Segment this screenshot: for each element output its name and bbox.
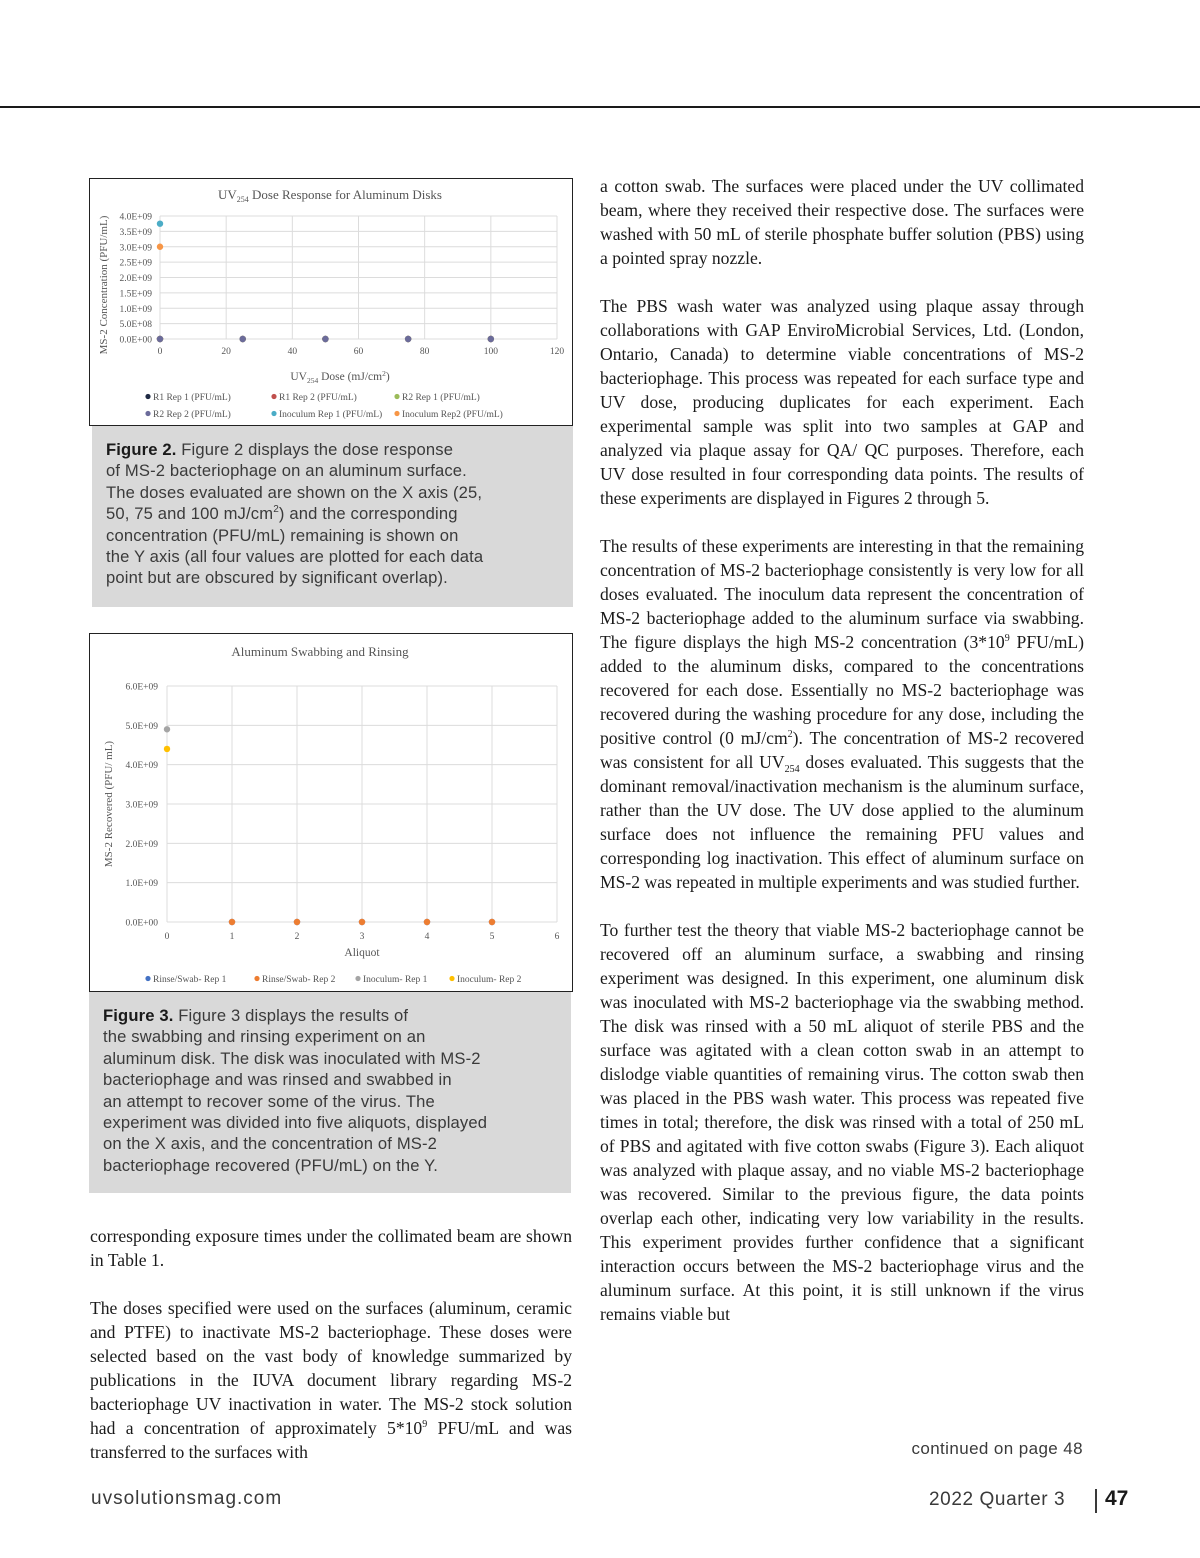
paragraph-text: doses evaluated. This suggests that the dominant removal/inactivation mechanism is the aluminum surface, rather than the UV dose. The UV dose applied to the aluminum surface does not influence the remaining PFU values and corresponding log inactivation. This effect of aluminum surface on MS-2 was repeated in multiple experiments and was studied further. bbox=[600, 752, 1084, 892]
y-tick-label: 1.0E+09 bbox=[119, 304, 152, 315]
legend-label: Inoculum- Rep 1 bbox=[363, 975, 428, 985]
body-paragraph: corresponding exposure times under the collimated beam are shown in Table 1. bbox=[90, 1226, 572, 1270]
figure-3-caption bbox=[89, 992, 571, 1193]
chart2-x-tick-labels bbox=[165, 932, 560, 942]
y-tick-label: 0.0E+00 bbox=[125, 918, 158, 929]
caption-line: aluminum disk. The disk was inoculated with MS-2 bbox=[103, 1048, 481, 1068]
data-point bbox=[294, 919, 300, 925]
caption-text: Figure 3 displays the results of bbox=[173, 1006, 409, 1025]
y-tick-label: 3.0E+09 bbox=[125, 800, 158, 811]
data-point bbox=[229, 919, 235, 925]
chart1-y-tick-labels bbox=[119, 213, 152, 346]
paragraph-text: PFU/mL) added to the aluminum disks, compared to the concentrations recovered for each dose. Essentially no MS-2 bacteriophage was recovered during the washing procedure for any dose, including the positive control (0 mJ/cm bbox=[600, 632, 1084, 748]
body-paragraph: a cotton swab. The surfaces were placed under the UV collimated beam, where they received their respective dose. The surfaces were washed with 50 mL of sterile phosphate buffer solution (PBS) using a pointed spray nozzle. bbox=[600, 176, 1084, 268]
dose-response-chart bbox=[90, 179, 572, 425]
caption-line bbox=[103, 1005, 557, 1026]
legend-marker bbox=[271, 411, 276, 416]
paragraph-text: ). The concentration of MS-2 recovered was consistent for all UV bbox=[600, 728, 1084, 772]
body-paragraph bbox=[600, 534, 1084, 894]
y-tick-label: 1.0E+09 bbox=[125, 879, 158, 890]
caption-line: bacteriophage and was rinsed and swabbed in bbox=[103, 1070, 452, 1090]
right-column-text bbox=[600, 174, 1084, 1326]
continued-note: continued on page 48 bbox=[911, 1439, 1083, 1458]
caption-line bbox=[106, 503, 559, 524]
chart1-title: $UV_{254}$ Dose Response for Aluminum Disks bbox=[218, 187, 442, 204]
caption-line: on the X axis, and the concentration of MS-2 bbox=[103, 1134, 438, 1154]
data-point bbox=[164, 726, 170, 732]
chart2-data-points bbox=[164, 726, 495, 925]
y-tick-label: 2.0E+09 bbox=[119, 274, 152, 284]
y-tick-label: 5.0E+08 bbox=[119, 320, 152, 331]
header-rule bbox=[0, 106, 1200, 108]
caption-line: experiment was divided into five aliquots, displayed bbox=[103, 1113, 488, 1133]
y-tick-label: 6.0E+09 bbox=[125, 682, 158, 693]
body-paragraph: To further test the theory that viable MS-2 bacteriophage cannot be recovered off an aluminum surface, a swabbing and rinsing experiment was designed. In this experiment, one aluminum disk was inoculated with MS-2 bacteriophage via the swabbing method. The disk was rinsed with a 50 mL aliquot of sterile PBS and the surface was agitated with a clean cotton swab in an attempt to dislodge viable quantities of remaining virus. The cotton swab then was placed in the PBS wash water. This process was repeated five times in total; therefore, the disk was rinsed with a total of 250 mL of PBS and agitated with five cotton swabs (Figure 3). Each aliquot was analyzed with plaque assay, and no viable MS-2 bacteriophage was recovered. Similar to the previous figure, the data points overlap each other, indicating very low variability in the results. This experiment provides further confidence that a significant interaction occurs between the MS-2 bacteriophage virus and the aluminum surface. At this point, it is still unknown if the virus remains viable but bbox=[600, 920, 1084, 1324]
data-point bbox=[322, 336, 328, 342]
legend-label: R2 Rep 2 (PFU/mL) bbox=[153, 410, 231, 420]
legend-marker bbox=[145, 976, 150, 981]
x-tick-label: 0 bbox=[164, 932, 170, 942]
data-point bbox=[157, 336, 163, 342]
footer-issue: 2022 Quarter 3 bbox=[929, 1489, 1066, 1510]
caption-superscript: 2 bbox=[273, 504, 279, 516]
chart1-x-axis-label: $UV_{254}$ Dose $(mJ/cm^2)$ bbox=[290, 369, 390, 385]
legend-marker bbox=[254, 976, 259, 981]
x-tick-label: 5 bbox=[489, 932, 495, 942]
figure-2-label: Figure 2. bbox=[106, 440, 177, 459]
x-tick-label: 1 bbox=[229, 932, 235, 942]
chart1-y-axis-label: MS-2 Concentration (PFU/mL) bbox=[98, 215, 110, 355]
legend-marker bbox=[355, 976, 360, 981]
footer-divider bbox=[1095, 1489, 1097, 1513]
legend-label: R1 Rep 1 (PFU/mL) bbox=[153, 393, 231, 403]
chart2-title: Aluminum Swabbing and Rinsing bbox=[231, 644, 409, 659]
caption-text: ) and the corresponding bbox=[278, 504, 458, 524]
caption-line: bacteriophage recovered (PFU/mL) on the Y. bbox=[103, 1155, 438, 1175]
page-number: 47 bbox=[1105, 1487, 1129, 1510]
x-tick-label: 40 bbox=[287, 347, 298, 357]
paragraph-text: The results of these experiments are interesting in that the remaining concentration of MS-2 bacteriophage consistently is very low for all doses evaluated. The inoculum data represent the concentration of MS-2 bacteriophage added to the aluminum surface via swabbing. The figure displays the high MS-2 concentration (3*10 bbox=[600, 536, 1084, 652]
legend-label: Inoculum Rep 1 (PFU/mL) bbox=[279, 410, 383, 420]
chart2-y-axis-label: MS-2 Recovered (PFU/ mL) bbox=[103, 740, 115, 868]
x-tick-label: 60 bbox=[353, 347, 364, 357]
chart1-x-tick-labels bbox=[158, 347, 565, 357]
legend-label: Rinse/Swab- Rep 1 bbox=[153, 975, 227, 985]
caption-line: point but are obscured by significant overlap). bbox=[106, 568, 448, 588]
x-tick-label: 80 bbox=[419, 347, 430, 357]
figure-2-chart bbox=[89, 178, 573, 426]
legend-marker bbox=[145, 394, 150, 399]
figure-3-chart bbox=[89, 633, 573, 992]
caption-text: 50, 75 and 100 mJ/cm bbox=[106, 504, 274, 524]
legend-label: Inoculum Rep2 (PFU/mL) bbox=[402, 410, 503, 420]
caption-line: The doses evaluated are shown on the X axis (25, bbox=[106, 482, 483, 502]
chart2-gridlines bbox=[167, 686, 557, 922]
figure-3-label: Figure 3. bbox=[103, 1006, 174, 1025]
caption-line: concentration (PFU/mL) remaining is shown on bbox=[106, 525, 459, 545]
x-tick-label: 100 bbox=[483, 347, 498, 357]
data-point bbox=[488, 336, 494, 342]
legend-marker bbox=[271, 394, 276, 399]
paragraph-text: The doses specified were used on the surfaces (aluminum, ceramic and PTFE) to inactivate MS-2 bacteriophage. These doses were selected based on the vast body of knowledge summarized by publications in the IUVA document library regarding MS-2 bacteriophage UV inactivation in water. The MS-2 stock solution had a concentration of approximately 5*10 bbox=[90, 1298, 572, 1438]
y-tick-label: 3.5E+09 bbox=[119, 227, 152, 238]
data-point bbox=[359, 919, 365, 925]
x-tick-label: 0 bbox=[157, 347, 163, 357]
x-tick-label: 120 bbox=[549, 347, 565, 357]
chart2-x-axis-label: Aliquot bbox=[344, 947, 380, 959]
caption-line: the swabbing and rinsing experiment on an bbox=[103, 1027, 426, 1047]
x-tick-label: 20 bbox=[221, 347, 231, 357]
x-tick-label: 3 bbox=[359, 932, 365, 942]
y-tick-label: 1.5E+09 bbox=[119, 289, 152, 300]
legend-marker bbox=[449, 976, 454, 981]
legend-marker bbox=[394, 394, 399, 399]
data-point bbox=[157, 244, 163, 250]
y-tick-label: 2.0E+09 bbox=[125, 839, 158, 850]
caption-line: an attempt to recover some of the virus. The bbox=[103, 1091, 435, 1111]
superscript: 9 bbox=[422, 1419, 428, 1430]
x-tick-label: 6 bbox=[554, 932, 560, 942]
chart2-legend bbox=[145, 975, 521, 985]
data-point bbox=[424, 919, 430, 925]
caption-text: Figure 2 displays the dose response bbox=[176, 440, 454, 459]
superscript: 9 bbox=[1004, 633, 1010, 644]
data-point bbox=[489, 919, 495, 925]
x-tick-label: 4 bbox=[424, 932, 430, 942]
x-tick-label: 2 bbox=[294, 932, 300, 942]
footer-website: uvsolutionsmag.com bbox=[91, 1488, 283, 1509]
legend-label: Rinse/Swab- Rep 2 bbox=[262, 975, 336, 985]
left-column-text bbox=[90, 1224, 572, 1464]
body-paragraph bbox=[90, 1296, 572, 1464]
y-tick-label: 0.0E+00 bbox=[119, 335, 152, 346]
caption-line bbox=[106, 439, 559, 460]
swabbing-rinsing-chart bbox=[90, 634, 572, 991]
y-tick-label: 3.0E+09 bbox=[119, 243, 152, 254]
legend-label: R1 Rep 2 (PFU/mL) bbox=[279, 393, 357, 403]
legend-marker bbox=[394, 411, 399, 416]
chart1-gridlines bbox=[160, 216, 557, 339]
figure-2-caption bbox=[92, 426, 573, 607]
y-tick-label: 5.0E+09 bbox=[125, 721, 158, 732]
legend-label: Inoculum- Rep 2 bbox=[457, 975, 522, 985]
data-point bbox=[240, 336, 246, 342]
data-point bbox=[157, 220, 163, 226]
legend-marker bbox=[145, 411, 150, 416]
subscript: 254 bbox=[784, 764, 800, 775]
caption-line: the Y axis (all four values are plotted for each data bbox=[106, 547, 484, 567]
data-point bbox=[164, 746, 170, 752]
paragraph-text: PFU/mL and was transferred to the surfaces with bbox=[90, 1418, 572, 1462]
superscript: 2 bbox=[787, 729, 793, 740]
legend-label: R2 Rep 1 (PFU/mL) bbox=[402, 393, 480, 403]
data-point bbox=[405, 336, 411, 342]
chart2-y-tick-labels bbox=[125, 683, 158, 929]
y-tick-label: 4.0E+09 bbox=[125, 761, 158, 772]
chart1-legend bbox=[145, 392, 502, 420]
y-tick-label: 2.5E+09 bbox=[119, 258, 152, 269]
body-paragraph: The PBS wash water was analyzed using plaque assay through collaborations with GAP EnviroMicrobial Services, Ltd. (London, Ontario, Canada) to determine viable concentrations of MS-2 bacteriophage. This process was repeated for each surface type and UV dose, producing duplicates for each experiment. Each experimental sample was split into two samples at GAP and analyzed via plaque assay for QA/ QC purposes. Therefore, each UV dose resulted in four corresponding data points. The results of these experiments are displayed in Figures 2 through 5. bbox=[600, 296, 1084, 508]
y-tick-label: 4.0E+09 bbox=[119, 212, 152, 223]
caption-line: of MS-2 bacteriophage on an aluminum surface. bbox=[106, 461, 467, 481]
